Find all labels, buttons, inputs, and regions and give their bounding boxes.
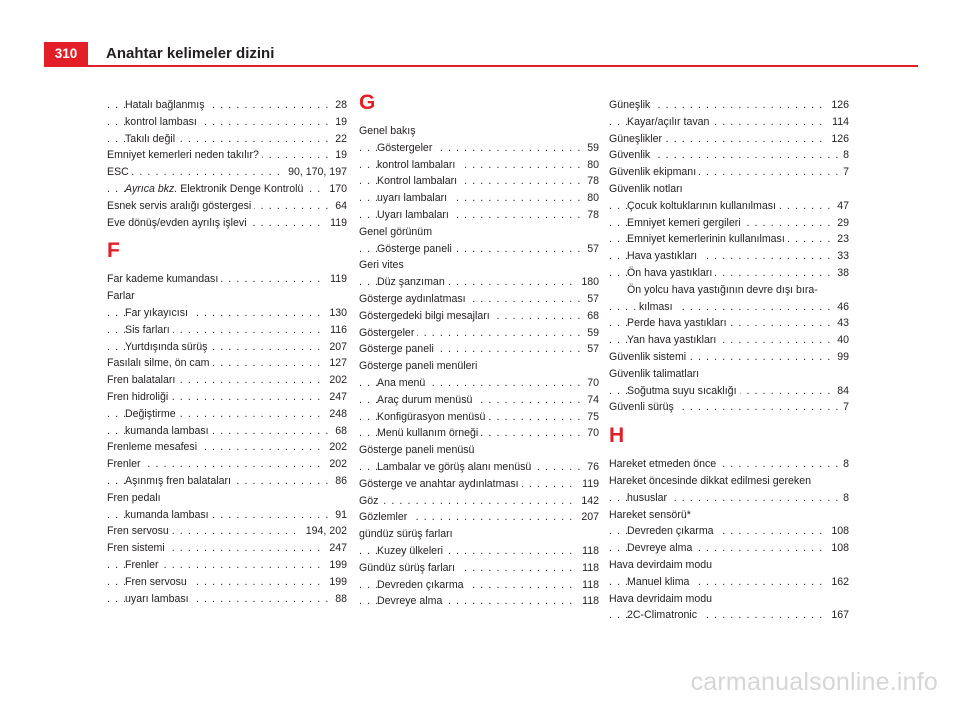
index-page-ref: 84 — [833, 383, 849, 400]
index-page-ref: 127 — [325, 355, 347, 372]
index-entry — [107, 164, 347, 181]
index-term: Farlar — [107, 290, 138, 302]
index-page-ref: 59 — [583, 140, 599, 157]
index-page-ref: 167 — [827, 607, 849, 624]
index-page-ref: 70 — [583, 425, 599, 442]
index-term: Gösterge ve anahtar aydınlatması — [359, 478, 522, 490]
index-page-ref: 75 — [583, 409, 599, 426]
index-entry — [609, 507, 849, 524]
index-entry — [107, 271, 347, 288]
index-page-ref: 90, 170, 197 — [284, 164, 347, 181]
index-term: Perde hava yastıkları — [627, 317, 730, 329]
index-term: Gösterge aydınlatması — [359, 293, 469, 305]
index-term: Genel görünüm — [359, 226, 435, 238]
index-entry — [107, 473, 347, 490]
index-term: Fasılalı silme, ön cam — [107, 357, 212, 369]
index-page-ref: 162 — [827, 574, 849, 591]
index-entry — [609, 131, 849, 148]
index-term: Emniyet kemerlerinin kullanılması — [627, 233, 788, 245]
index-entry — [359, 224, 599, 241]
index-entry — [359, 274, 599, 291]
index-page-ref: 70 — [583, 375, 599, 392]
index-entry — [359, 308, 599, 325]
index-term: Ön hava yastıkları — [627, 267, 715, 279]
index-term: Fren servosu — [125, 576, 190, 588]
index-entry — [609, 164, 849, 181]
index-page-ref: 23 — [833, 231, 849, 248]
index-term: Kuzey ülkeleri — [377, 545, 446, 557]
index-entry — [609, 97, 849, 114]
index-entry — [359, 190, 599, 207]
index-entry — [107, 523, 347, 540]
index-page-ref: 22 — [331, 131, 347, 148]
index-entry — [107, 423, 347, 440]
index-page-ref: 108 — [827, 523, 849, 540]
index-page-ref: 248 — [325, 406, 347, 423]
index-entry — [107, 131, 347, 148]
index-entry — [609, 399, 849, 416]
index-entry — [359, 325, 599, 342]
index-page-ref: 80 — [583, 190, 599, 207]
index-page-ref: 180 — [577, 274, 599, 291]
index-page-ref: 88 — [331, 591, 347, 608]
index-entry — [107, 406, 347, 423]
index-page-ref: 68 — [583, 308, 599, 325]
index-term: Gösterge paneli menüleri — [359, 360, 480, 372]
index-entry — [359, 543, 599, 560]
index-term: kumanda lambası — [125, 425, 212, 437]
index-page-ref: 118 — [578, 577, 599, 594]
index-term: Emniyet kemerleri neden takılır? — [107, 149, 262, 161]
index-entry — [107, 507, 347, 524]
index-page-ref: 199 — [325, 557, 347, 574]
index-term: Güvenlik — [609, 149, 653, 161]
index-term: Geri vites — [359, 259, 407, 271]
index-page-ref: 7 — [839, 164, 849, 181]
index-page-ref: 57 — [583, 341, 599, 358]
index-entry — [609, 366, 849, 383]
index-page-ref: 118 — [578, 543, 599, 560]
index-entry — [107, 114, 347, 131]
index-page-ref: 59 — [583, 325, 599, 342]
see-also-label: Ayrıca bkz. — [125, 182, 178, 195]
index-entry — [609, 456, 849, 473]
index-term: Göstergedeki bilgi mesajları — [359, 310, 493, 322]
index-page-ref: 130 — [325, 305, 347, 322]
index-entry — [359, 526, 599, 543]
index-page-ref: 76 — [583, 459, 599, 476]
index-page-ref: 8 — [839, 490, 849, 507]
index-entry — [359, 560, 599, 577]
index-entry — [609, 332, 849, 349]
index-page-ref: 19 — [331, 114, 347, 131]
index-term: 2C-Climatronic — [627, 609, 700, 621]
index-page-ref: 46 — [833, 299, 849, 316]
index-entry — [359, 476, 599, 493]
index-page-ref: 64 — [331, 198, 347, 215]
index-term: hususlar — [627, 492, 670, 504]
index-entry — [609, 181, 849, 198]
index-entry — [359, 409, 599, 426]
index-column-1 — [107, 97, 347, 607]
index-entry — [359, 341, 599, 358]
index-page-ref: 194, 202 — [302, 523, 347, 540]
index-term: Güneşlikler — [609, 133, 665, 145]
index-page-ref: 207 — [325, 339, 347, 356]
index-page-ref: 68 — [331, 423, 347, 440]
index-entry — [107, 540, 347, 557]
index-term: Soğutma suyu sıcaklığı — [627, 385, 740, 397]
index-term: ESC — [107, 166, 132, 178]
index-entry — [609, 523, 849, 540]
index-page-ref: 207 — [577, 509, 599, 526]
index-term: Gözlemler — [359, 511, 410, 523]
index-term: Ana menü — [377, 377, 428, 389]
index-page-ref: 199 — [325, 574, 347, 591]
index-term: Fren balataları — [107, 374, 178, 386]
index-entry — [359, 425, 599, 442]
index-term: Uyarı lambaları — [377, 209, 452, 221]
index-term: Düz şanzıman — [377, 276, 448, 288]
index-page-ref: 33 — [833, 248, 849, 265]
index-term: kılması — [639, 301, 676, 313]
index-term: kontrol lambaları — [377, 159, 458, 171]
index-entry — [107, 372, 347, 389]
index-term: Yurtdışında sürüş — [125, 341, 210, 353]
section-letter: H — [609, 424, 625, 448]
index-term: Konfigürasyon menüsü — [377, 411, 488, 423]
index-term: Gösterge paneli — [377, 243, 455, 255]
section-letter: F — [107, 239, 120, 263]
index-entry — [609, 114, 849, 131]
index-entry — [359, 241, 599, 258]
index-page-ref: 47 — [833, 198, 849, 215]
index-entry — [359, 459, 599, 476]
index-page-ref: 8 — [839, 147, 849, 164]
index-entry — [107, 181, 347, 198]
index-entry — [609, 473, 849, 490]
index-entry — [609, 265, 849, 282]
index-page-ref: 170 — [325, 181, 347, 198]
index-entry — [107, 322, 347, 339]
index-entry — [609, 231, 849, 248]
index-term: Yan hava yastıkları — [627, 334, 719, 346]
index-term: Devreye alma — [377, 595, 445, 607]
index-term: Göstergeler — [359, 327, 417, 339]
index-page-ref: 57 — [583, 291, 599, 308]
index-term: Hava devridaim modu — [609, 593, 715, 605]
index-term: Eve dönüş/evden ayrılış işlevi — [107, 217, 250, 229]
index-term: Frenler — [107, 458, 144, 470]
index-term: Frenleme mesafesi — [107, 441, 200, 453]
index-term: Manuel klima — [627, 576, 692, 588]
index-term: Aşınmış fren balataları — [125, 475, 234, 487]
index-entry — [609, 282, 849, 299]
index-term: Hatalı bağlanmış — [125, 99, 208, 111]
index-entry — [107, 215, 347, 232]
index-page-ref: 7 — [839, 399, 849, 416]
index-page-ref: 119 — [326, 215, 347, 232]
index-entry — [609, 198, 849, 215]
index-entry — [107, 355, 347, 372]
index-entry — [609, 349, 849, 366]
index-term: Fren pedalı — [107, 492, 164, 504]
index-page-ref: 91 — [331, 507, 347, 524]
index-term: Çocuk koltuklarının kullanılması — [627, 200, 779, 212]
index-entry — [107, 591, 347, 608]
index-page-ref: 119 — [326, 271, 347, 288]
index-term: Hava yastıkları — [627, 250, 700, 262]
index-page-ref: 142 — [577, 493, 599, 510]
index-entry — [359, 257, 599, 274]
index-entry — [359, 442, 599, 459]
index-entry — [107, 147, 347, 164]
index-page-ref: 126 — [827, 97, 849, 114]
watermark: carmanualsonline.info — [690, 668, 938, 696]
index-term: gündüz sürüş farları — [359, 528, 456, 540]
index-page-ref: 202 — [325, 439, 347, 456]
index-term: Far kademe kumandası — [107, 273, 221, 285]
index-term: Far yıkayıcısı — [125, 307, 191, 319]
index-entry — [359, 509, 599, 526]
index-entry — [359, 140, 599, 157]
index-term: Genel bakış — [359, 125, 419, 137]
index-term: uyarı lambaları — [377, 192, 450, 204]
index-term: Güneşlik — [609, 99, 653, 111]
index-entry — [359, 207, 599, 224]
index-term: Gösterge paneli menüsü — [359, 444, 477, 456]
index-term: Devreye alma — [627, 542, 695, 554]
index-column-3 — [609, 97, 849, 624]
index-entry — [359, 291, 599, 308]
index-page-ref: 80 — [583, 157, 599, 174]
index-page-ref: 43 — [833, 315, 849, 332]
index-entry — [609, 383, 849, 400]
index-term: Devreden çıkarma — [627, 525, 717, 537]
header-rule — [44, 65, 918, 67]
index-term: Güvenlik ekipmanı — [609, 166, 699, 178]
index-entry — [609, 315, 849, 332]
page-title: Anahtar kelimeler dizini — [106, 45, 275, 62]
index-term: Fren servosu — [107, 525, 172, 537]
index-entry — [359, 593, 599, 610]
index-page-ref: 78 — [583, 207, 599, 224]
index-term: Devreden çıkarma — [377, 579, 467, 591]
index-page-ref: 99 — [833, 349, 849, 366]
index-term: Ön yolcu hava yastığının devre dışı bıra- — [627, 284, 821, 296]
index-term: Hava devirdaim modu — [609, 559, 715, 571]
index-page-ref: 108 — [827, 540, 849, 557]
index-term: Güvenlik sistemi — [609, 351, 689, 363]
index-entry — [359, 173, 599, 190]
index-entry — [107, 490, 347, 507]
index-page-ref: 118 — [578, 593, 599, 610]
index-column-2 — [359, 91, 599, 610]
index-entry — [609, 490, 849, 507]
index-term: Hareket öncesinde dikkat edilmesi gereken — [609, 475, 814, 487]
index-page-ref: 126 — [827, 131, 849, 148]
index-term: Esnek servis aralığı göstergesi — [107, 200, 254, 212]
index-term: Güvenli sürüş — [609, 401, 677, 413]
index-page-ref: 8 — [839, 456, 849, 473]
index-term: uyarı lambası — [125, 593, 192, 605]
index-term: Fren sistemi — [107, 542, 168, 554]
index-term: Emniyet kemeri gergileri — [627, 217, 744, 229]
index-term: Değiştirme — [125, 408, 179, 420]
index-entry — [359, 358, 599, 375]
index-page-ref: 19 — [331, 147, 347, 164]
index-entry — [359, 375, 599, 392]
index-page-ref: 78 — [583, 173, 599, 190]
index-page-ref: 247 — [325, 540, 347, 557]
index-entry — [609, 147, 849, 164]
index-page-ref: 40 — [833, 332, 849, 349]
index-page-ref: 202 — [325, 372, 347, 389]
index-term-text: Elektronik Denge Kontrolü — [177, 182, 304, 195]
index-entry — [359, 157, 599, 174]
index-term: Takılı değil — [125, 133, 178, 145]
index-entry — [609, 540, 849, 557]
index-term: Lambalar ve görüş alanı menüsü — [377, 461, 534, 473]
index-page-ref: 116 — [326, 322, 347, 339]
index-page-ref: 118 — [578, 560, 599, 577]
index-page-ref: 28 — [331, 97, 347, 114]
index-term: Sis farları — [125, 324, 173, 336]
index-entry — [359, 392, 599, 409]
index-entry — [107, 456, 347, 473]
index-term: Fren hidroliği — [107, 391, 171, 403]
index-page-ref: 247 — [325, 389, 347, 406]
index-entry — [107, 557, 347, 574]
index-term: Göz — [359, 495, 381, 507]
index-page-ref: 29 — [833, 215, 849, 232]
index-entry — [107, 389, 347, 406]
index-entry — [609, 574, 849, 591]
index-term: Kontrol lambaları — [377, 175, 460, 187]
index-entry — [609, 248, 849, 265]
index-term: Gösterge paneli — [359, 343, 437, 355]
index-entry — [107, 339, 347, 356]
index-entry — [107, 574, 347, 591]
page-number: 310 — [44, 42, 88, 66]
index-term: Araç durum menüsü — [377, 394, 475, 406]
index-entry — [107, 288, 347, 305]
index-term: Menü kullanım örneği — [377, 427, 481, 439]
index-entry — [107, 439, 347, 456]
index-entry — [609, 299, 849, 316]
index-entry — [107, 305, 347, 322]
index-term: Hareket etmeden önce — [609, 458, 719, 470]
index-term: kontrol lambası — [125, 116, 200, 128]
index-term: Güvenlik notları — [609, 183, 686, 195]
index-term: Frenler — [125, 559, 162, 571]
index-entry — [107, 97, 347, 114]
index-entry — [609, 607, 849, 624]
index-term — [125, 183, 306, 195]
index-page-ref: 57 — [583, 241, 599, 258]
index-term: Gündüz sürüş farları — [359, 562, 458, 574]
index-entry — [359, 493, 599, 510]
index-term: Hareket sensörü* — [609, 509, 694, 521]
index-page-ref: 74 — [583, 392, 599, 409]
index-entry — [609, 215, 849, 232]
index-page-ref: 119 — [578, 476, 599, 493]
index-page-ref: 114 — [828, 114, 849, 131]
index-page-ref: 202 — [325, 456, 347, 473]
index-entry — [107, 198, 347, 215]
index-entry — [609, 591, 849, 608]
index-term: kumanda lambası — [125, 509, 212, 521]
index-page-ref: 38 — [833, 265, 849, 282]
section-letter: G — [359, 91, 376, 114]
index-page-ref: 86 — [331, 473, 347, 490]
index-entry — [359, 577, 599, 594]
index-term: Göstergeler — [377, 142, 435, 154]
index-entry — [609, 557, 849, 574]
index-term: Güvenlik talimatları — [609, 368, 702, 380]
index-term: Kayar/açılır tavan — [627, 116, 712, 128]
index-entry — [359, 123, 599, 140]
